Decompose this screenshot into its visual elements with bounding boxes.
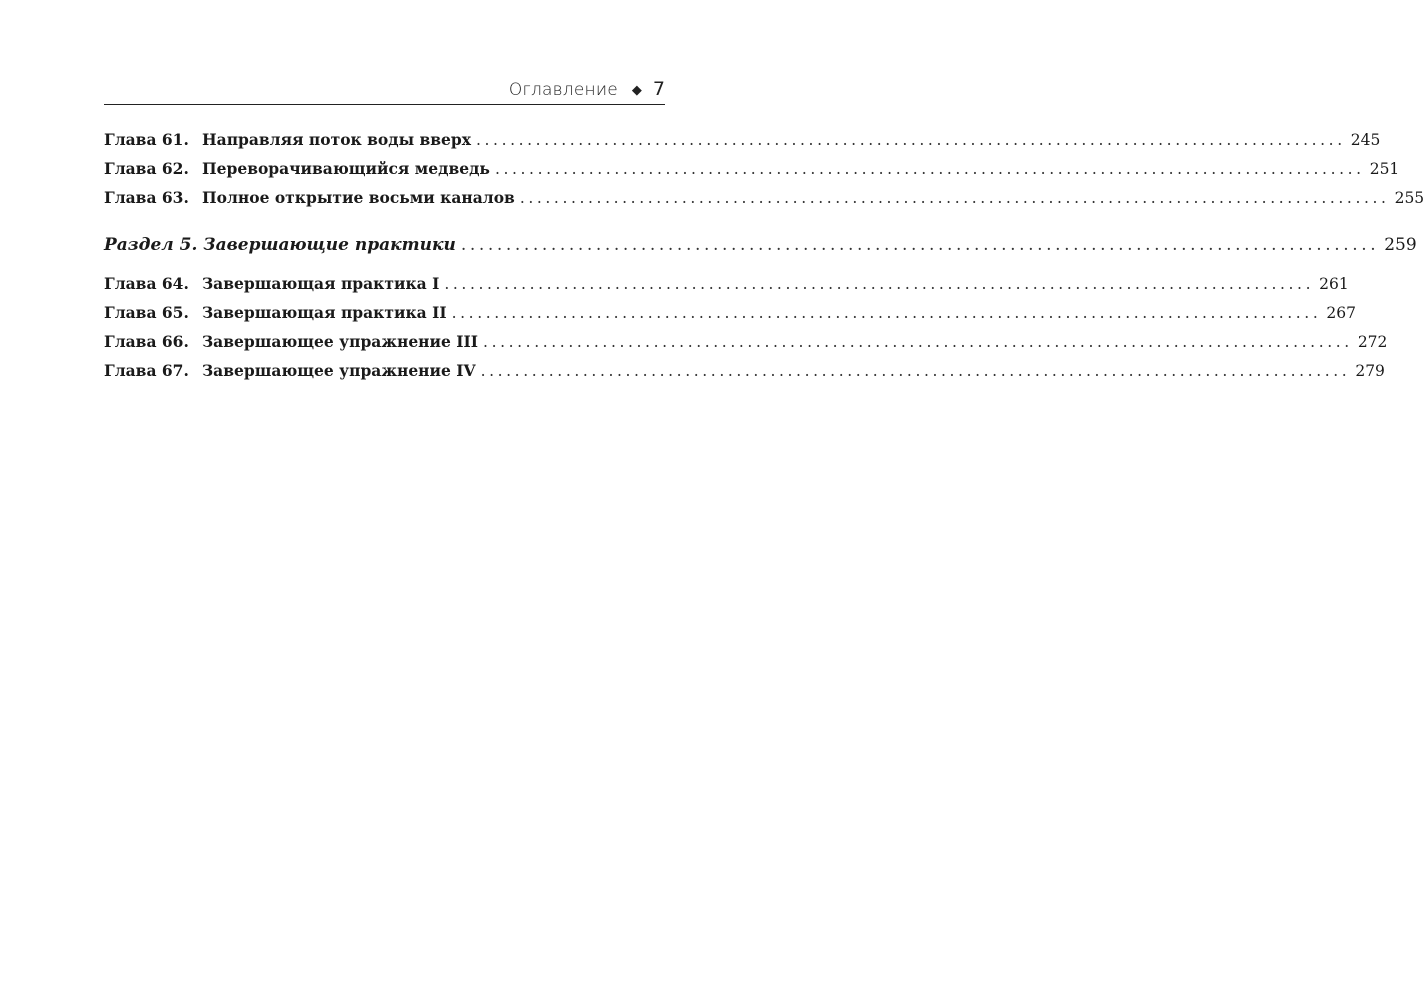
toc-page-number: 267	[1326, 304, 1356, 322]
dot-leader: ......................................................................................................	[460, 235, 1380, 255]
section-title: Раздел 5. Завершающие практики	[104, 235, 456, 255]
dot-leader: ......................................................................................................	[444, 275, 1315, 293]
toc-page-number: 251	[1369, 160, 1400, 178]
dot-leader: ......................................................................................................	[475, 131, 1346, 149]
chapter-number: Глава 62.	[104, 159, 189, 178]
dot-leader: ......................................................................................................	[451, 304, 1322, 322]
chapter-title: Переворачивающийся медведь	[202, 159, 490, 178]
toc-entry-label	[104, 332, 478, 351]
toc-entry-section-5[interactable]	[104, 235, 1417, 264]
chapter-number: Глава 65.	[104, 303, 189, 322]
toc-entry-chapter-66[interactable]	[104, 332, 1388, 361]
toc-entry-label	[104, 188, 515, 207]
toc-page-number: 245	[1350, 131, 1381, 149]
toc-entry-label	[104, 303, 447, 322]
toc-page-number: 259	[1384, 235, 1417, 255]
chapter-number: Глава 66.	[104, 332, 189, 351]
toc-entry-label	[104, 159, 490, 178]
running-header-title: Оглавление	[508, 80, 618, 100]
toc-entry-chapter-67[interactable]	[104, 361, 1385, 390]
chapter-title: Завершающее упражнение IV	[202, 361, 476, 380]
toc-entry-label	[104, 130, 471, 149]
toc-entry-label	[104, 274, 439, 293]
page-number: 7	[652, 78, 665, 100]
toc-page-number: 261	[1319, 275, 1349, 293]
toc-entry-chapter-63[interactable]	[104, 188, 1424, 217]
toc-entry-chapter-65[interactable]	[104, 303, 1356, 332]
dot-leader: ......................................................................................................	[494, 160, 1365, 178]
chapter-title: Завершающее упражнение III	[202, 332, 479, 351]
toc-entry-chapter-61[interactable]	[104, 130, 1381, 159]
chapter-title: Полное открытие восьми каналов	[202, 188, 515, 207]
toc-entry-label	[104, 361, 476, 380]
chapter-number: Глава 61.	[104, 130, 189, 149]
chapter-number: Глава 64.	[104, 274, 189, 293]
chapter-number: Глава 67.	[104, 361, 189, 380]
toc-entry-chapter-64[interactable]	[104, 274, 1349, 303]
toc-page-number: 255	[1394, 189, 1424, 207]
chapter-number: Глава 63.	[104, 188, 189, 207]
table-of-contents	[104, 130, 1424, 390]
toc-page-number: 272	[1357, 333, 1388, 351]
dot-leader: ......................................................................................................	[480, 362, 1351, 380]
running-header	[104, 78, 665, 100]
diamond-icon: ◆	[631, 83, 642, 98]
toc-page-number: 279	[1355, 362, 1385, 380]
chapter-title: Направляя поток воды вверх	[202, 130, 471, 149]
chapter-title: Завершающая практика I	[202, 274, 440, 293]
toc-entry-chapter-62[interactable]	[104, 159, 1400, 188]
header-rule	[104, 104, 665, 105]
dot-leader: ......................................................................................................	[483, 333, 1353, 351]
chapter-title: Завершающая практика II	[202, 303, 447, 322]
dot-leader: ......................................................................................................	[519, 189, 1390, 207]
